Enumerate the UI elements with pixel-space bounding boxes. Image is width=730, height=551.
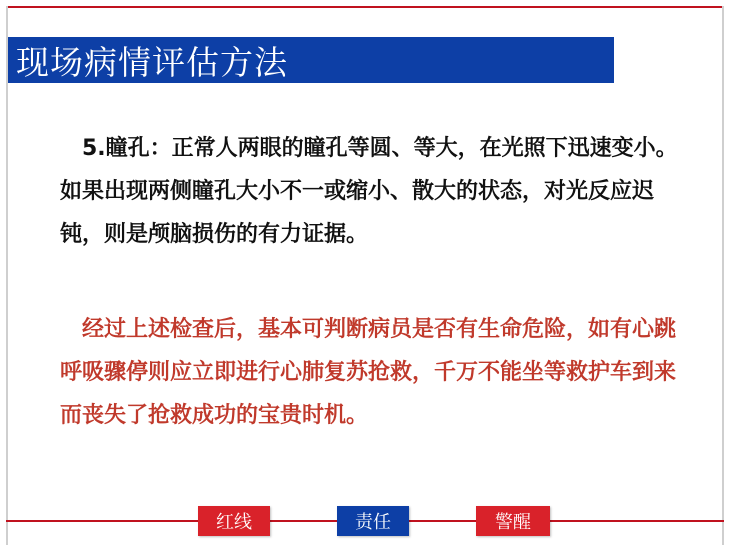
conclusion-paragraph: 经过上述检查后，基本可判断病员是否有生命危险，如有心跳呼吸骤停则应立即进行心肺复苏抢救，千万不能坐等救护车到来而丧失了抢救成功的宝贵时机。 — [60, 317, 677, 428]
red-line-button[interactable] — [198, 506, 270, 536]
slide-title: 现场病情评估方法 — [16, 42, 288, 82]
responsibility-button[interactable] — [337, 506, 409, 536]
pupil-paragraph: 5.瞳孔：正常人两眼的瞳孔等圆、等大，在光照下迅速变小。如果出现两侧瞳孔大小不一或缩小、散大的状态，对光反应迟钝，则是颅脑损伤的有力证据。 — [60, 136, 678, 247]
responsibility-label: 责任 — [355, 512, 391, 533]
top-red-divider — [6, 6, 724, 8]
left-frame-border — [6, 6, 8, 545]
alert-label: 警醒 — [495, 512, 531, 533]
red-line-label: 红线 — [216, 512, 252, 533]
right-frame-border — [722, 6, 724, 545]
title-bar — [8, 37, 614, 83]
alert-button[interactable] — [476, 506, 550, 536]
